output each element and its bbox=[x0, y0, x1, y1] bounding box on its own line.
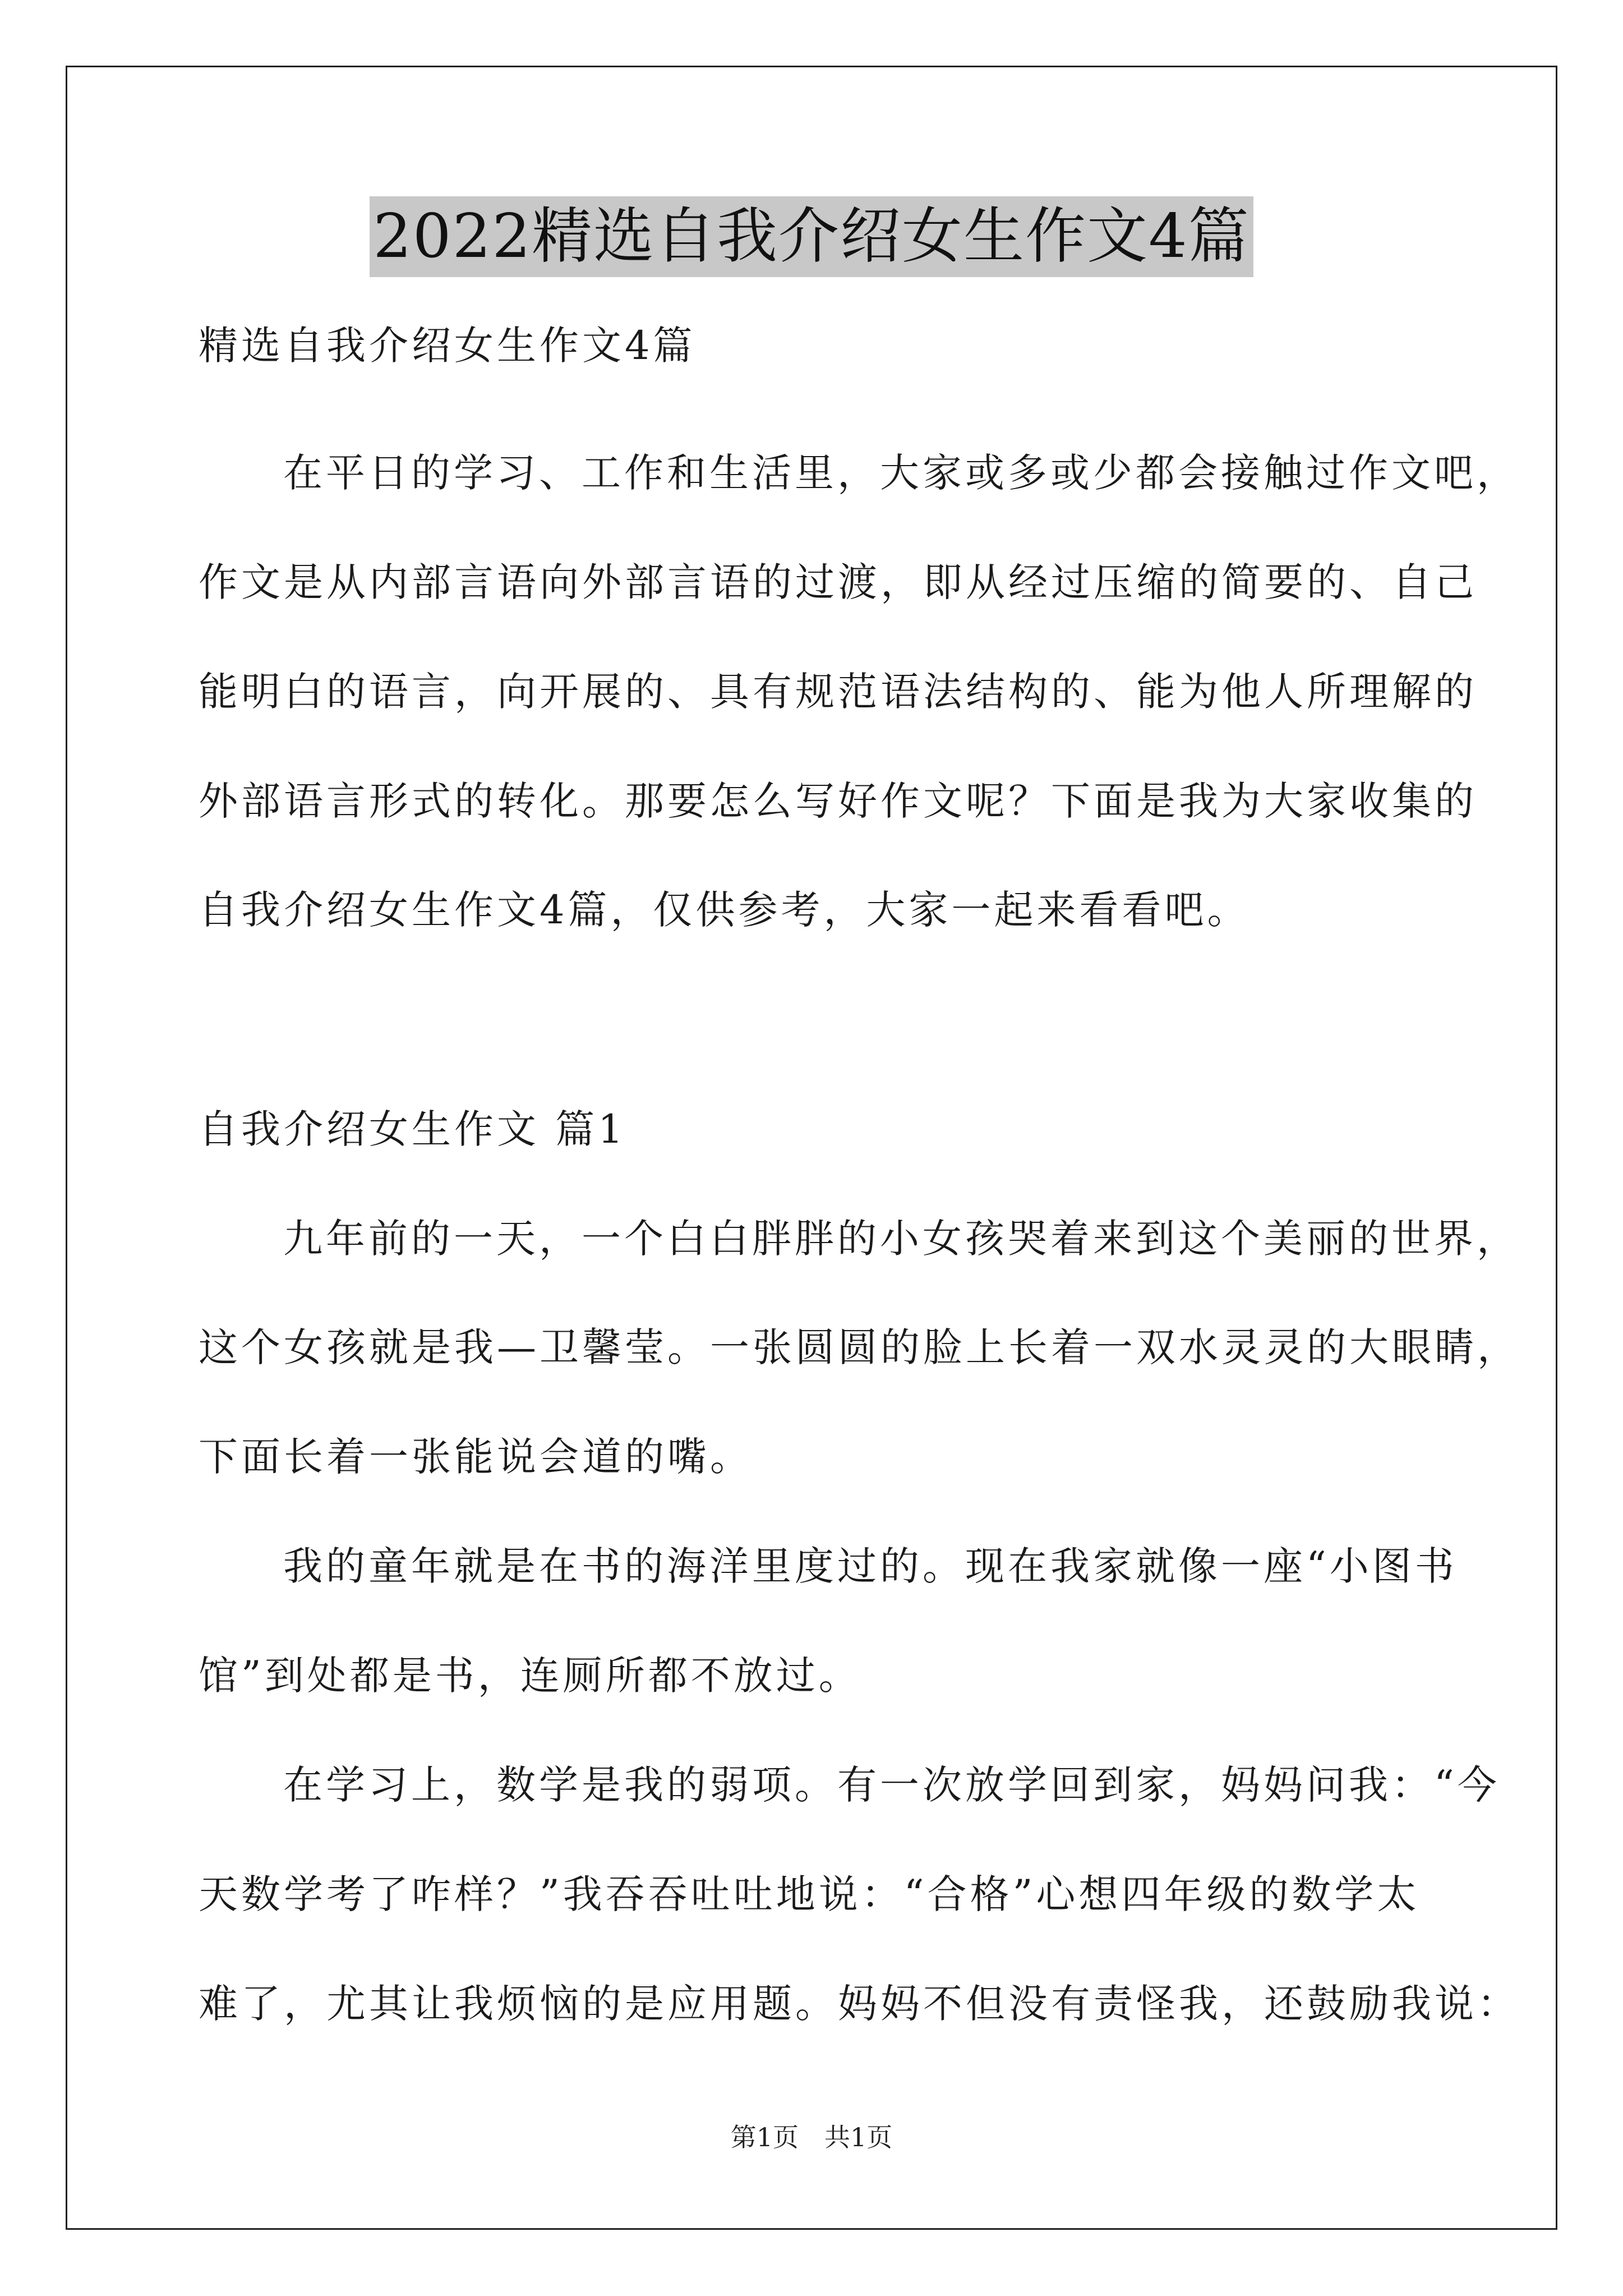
para3-line-1: 在学习上，数学是我的弱项。有一次放学回到家，妈妈问我：“今 bbox=[283, 1762, 1500, 1808]
para1-line-2: 这个女孩就是我—卫馨莹。一张圆圆的脸上长着一双水灵灵的大眼睛， bbox=[199, 1324, 1520, 1370]
para2-line-2: 馆”到处都是书，连厕所都不放过。 bbox=[199, 1653, 861, 1699]
para3-line-3: 难了，尤其让我烦恼的是应用题。妈妈不但没有责怪我，还鼓励我说： bbox=[199, 1981, 1520, 2027]
title-container bbox=[0, 196, 1623, 277]
page-total: 共1页 bbox=[824, 2122, 893, 2152]
para3-line-2: 天数学考了咋样？”我吞吞吐吐地说：“合格”心想四年级的数学太 bbox=[199, 1871, 1420, 1917]
intro-line-1: 在平日的学习、工作和生活里，大家或多或少都会接触过作文吧， bbox=[283, 450, 1519, 496]
intro-line-5: 自我介绍女生作文4篇，仅供参考，大家一起来看看吧。 bbox=[199, 887, 1250, 933]
page-number: 第1页 bbox=[730, 2122, 799, 2152]
intro-line-4: 外部语言形式的转化。那要怎么写好作文呢？下面是我为大家收集的 bbox=[199, 778, 1477, 824]
para2-line-1: 我的童年就是在书的海洋里度过的。现在我家就像一座“小图书 bbox=[283, 1543, 1458, 1589]
page-footer bbox=[0, 2120, 1623, 2154]
para1-line-1: 九年前的一天，一个白白胖胖的小女孩哭着来到这个美丽的世界， bbox=[283, 1216, 1519, 1262]
para1-line-3: 下面长着一张能说会道的嘴。 bbox=[199, 1434, 753, 1480]
document-title: 2022精选自我介绍女生作文4篇 bbox=[370, 196, 1253, 277]
intro-line-2: 作文是从内部言语向外部言语的过渡，即从经过压缩的简要的、自己 bbox=[199, 559, 1477, 605]
document-subtitle: 精选自我介绍女生作文4篇 bbox=[199, 323, 696, 369]
intro-line-3: 能明白的语言，向开展的、具有规范语法结构的、能为他人所理解的 bbox=[199, 669, 1477, 715]
section-heading-1: 自我介绍女生作文 篇1 bbox=[199, 1106, 626, 1152]
